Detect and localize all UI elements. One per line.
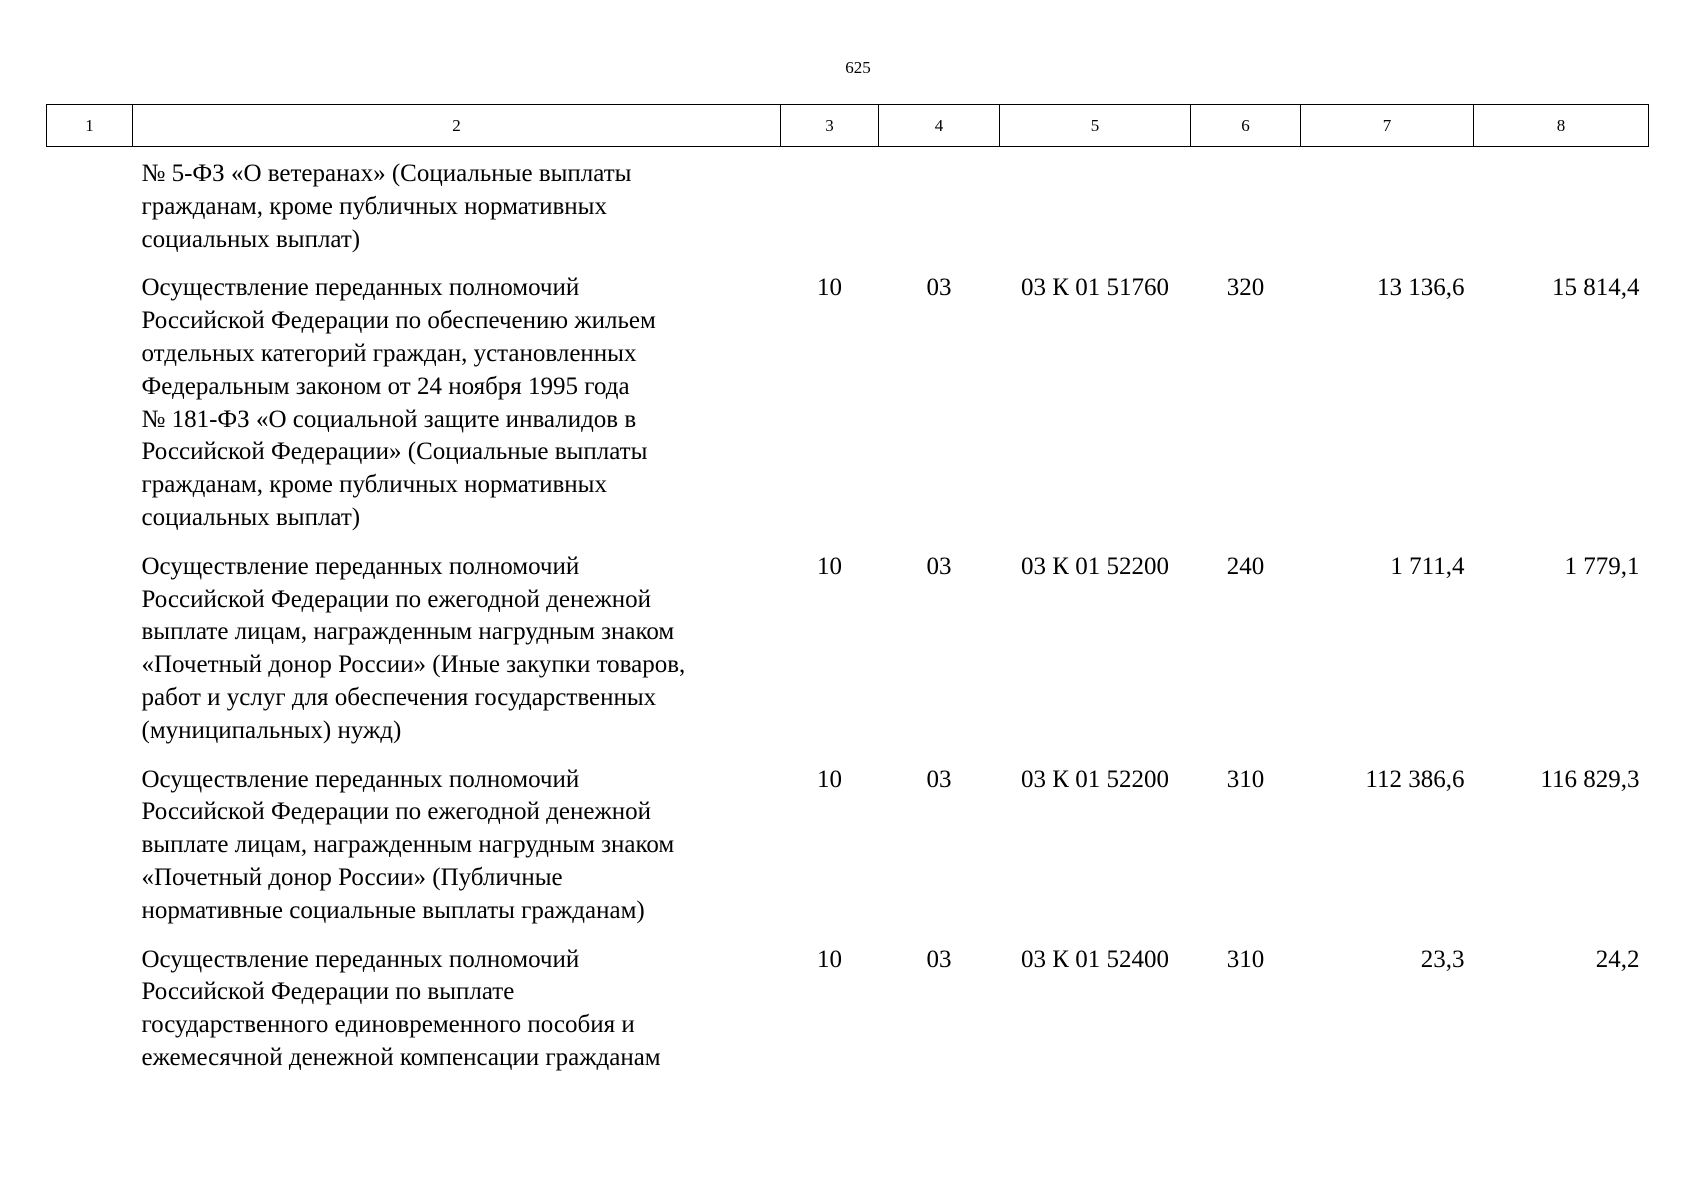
- column-number-header: 6: [1191, 105, 1301, 147]
- target-article-code: 03 К 01 52200: [1021, 765, 1169, 793]
- expense-type-code: [1191, 147, 1301, 257]
- page-number: 625: [845, 58, 871, 77]
- amount-year-2: 1 779,1: [1564, 552, 1640, 580]
- row-number-cell: [47, 147, 133, 257]
- expense-type-code: 320: [1226, 274, 1265, 302]
- amount-year-1: 23,3: [1420, 945, 1465, 973]
- amount-year-2: 24,2: [1595, 945, 1640, 973]
- amount-year-1: 112 386,6: [1365, 765, 1465, 793]
- target-article-code: 03 К 01 51760: [1021, 274, 1169, 302]
- column-number-header: 7: [1301, 105, 1474, 147]
- subsection-code: [879, 147, 1000, 257]
- target-article-code: 03 К 01 52400: [1021, 945, 1169, 973]
- expense-description: Осуществление переданных полномочий Российской Федерации по выплате государственного единовременного пособия и ежемесячной денежной компенсации гражданам: [141, 945, 661, 1071]
- column-number-header: 4: [879, 105, 1000, 147]
- column-number-header: 8: [1474, 105, 1649, 147]
- row-number-cell: [47, 748, 133, 928]
- row-number-cell: [47, 256, 133, 534]
- table-row: [47, 928, 1649, 1075]
- table-row: [47, 256, 1649, 534]
- column-number-header-row: [47, 105, 1649, 147]
- section-code: [781, 147, 879, 257]
- column-number-header: 2: [133, 105, 781, 147]
- amount-year-1: 1 711,4: [1390, 552, 1465, 580]
- subsection-code: 03: [926, 945, 952, 973]
- expense-type-code: 310: [1226, 765, 1265, 793]
- table-row: [47, 748, 1649, 928]
- subsection-code: 03: [926, 274, 952, 302]
- amount-year-1: [1301, 147, 1474, 257]
- subsection-code: 03: [926, 765, 952, 793]
- expense-type-code: 240: [1226, 552, 1265, 580]
- column-number-header: 3: [781, 105, 879, 147]
- section-code: 10: [817, 274, 842, 302]
- column-number-header: 5: [1000, 105, 1191, 147]
- section-code: 10: [817, 945, 842, 973]
- amount-year-2: [1474, 147, 1649, 257]
- target-article-code: [1000, 147, 1191, 257]
- amount-year-1: 13 136,6: [1377, 274, 1465, 302]
- column-number-header: 1: [47, 105, 133, 147]
- row-number-cell: [47, 928, 133, 1075]
- amount-year-2: 116 829,3: [1540, 765, 1640, 793]
- section-code: 10: [817, 552, 842, 580]
- expense-description: Осуществление переданных полномочий Российской Федерации по ежегодной денежной выплате лицам, награжденным нагрудным знаком «Почетный донор России» (Иные закупки товаров, работ и услуг для обеспечения государственных (муниципальных) нужд): [141, 552, 686, 744]
- amount-year-2: 15 814,4: [1552, 274, 1640, 302]
- section-code: 10: [817, 765, 842, 793]
- expense-type-code: 310: [1226, 945, 1265, 973]
- expense-description: № 5-ФЗ «О ветеранах» (Социальные выплаты гражданам, кроме публичных нормативных социальных выплат): [141, 160, 632, 253]
- budget-table: [46, 104, 1649, 1075]
- subsection-code: 03: [926, 552, 952, 580]
- target-article-code: 03 К 01 52200: [1021, 552, 1169, 580]
- table-row: [47, 535, 1649, 748]
- row-number-cell: [47, 535, 133, 748]
- table-row: [47, 147, 1649, 257]
- expense-description: Осуществление переданных полномочий Российской Федерации по обеспечению жильем отдельных категорий граждан, установленных Федеральным законом от 24 ноября 1995 года № 181-ФЗ «О социальной защите инвалидов в Российской Федерации» (Социальные выплаты гражданам, кроме публичных нормативных социальных выплат): [141, 274, 656, 531]
- expense-description: Осуществление переданных полномочий Российской Федерации по ежегодной денежной выплате лицам, награжденным нагрудным знаком «Почетный донор России» (Публичные нормативные социальные выплаты гражданам): [141, 765, 675, 924]
